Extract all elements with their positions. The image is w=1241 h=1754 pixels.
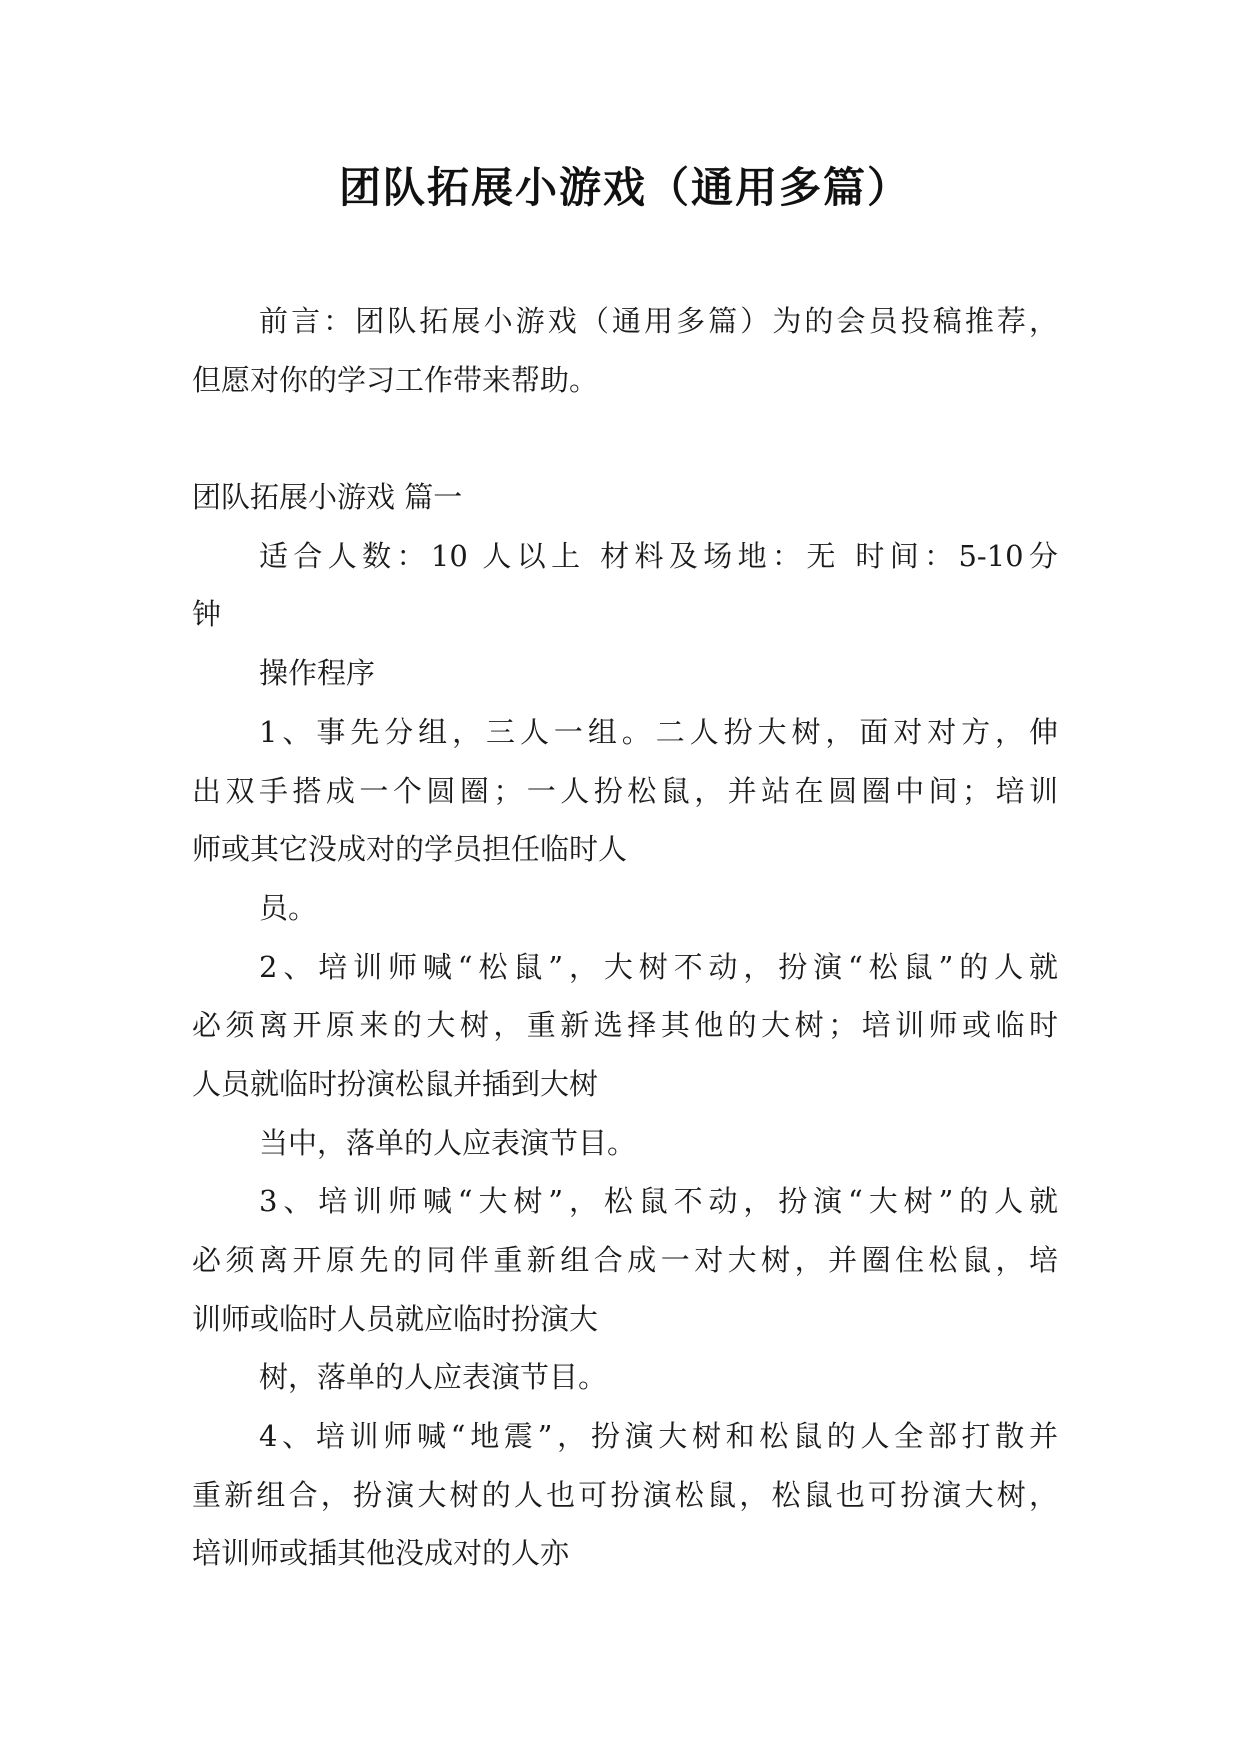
step-line: 训师或临时人员就应临时扮演大 bbox=[192, 1301, 599, 1336]
step-line: 人员就临时扮演松鼠并插到大树 bbox=[192, 1066, 599, 1101]
step-line: 培训师或插其他没成对的人亦 bbox=[192, 1536, 570, 1571]
preface-line: 但愿对你的学习工作带来帮助。 bbox=[192, 362, 599, 397]
game-info-line: 适合人数：10 人以上 材料及场地：无 时间：5-10分 bbox=[259, 538, 1058, 573]
step-line: 重新组合，扮演大树的人也可扮演松鼠，松鼠也可扮演大树， bbox=[192, 1477, 1058, 1512]
step-paragraph bbox=[192, 703, 1058, 938]
step-line: 3、培训师喊“大树”，松鼠不动，扮演“大树”的人就 bbox=[259, 1184, 1058, 1219]
step-line: 4、培训师喊“地震”，扮演大树和松鼠的人全部打散并 bbox=[259, 1419, 1058, 1454]
step-line: 师或其它没成对的学员担任临时人 bbox=[192, 832, 628, 867]
step-paragraph bbox=[192, 938, 1058, 1173]
step-line: 必须离开原来的大树，重新选择其他的大树；培训师或临时 bbox=[192, 1008, 1058, 1043]
blank-line bbox=[192, 409, 1058, 468]
step-line: 1、事先分组，三人一组。二人扮大树，面对对方，伸 bbox=[259, 714, 1058, 749]
step-paragraph bbox=[192, 1407, 1058, 1583]
step-paragraph bbox=[192, 1172, 1058, 1407]
step-line: 树，落单的人应表演节目。 bbox=[259, 1360, 608, 1395]
step-line: 出双手搭成一个圆圈；一人扮松鼠，并站在圆圈中间；培训 bbox=[192, 773, 1058, 808]
step-line: 2、培训师喊“松鼠”，大树不动，扮演“松鼠”的人就 bbox=[259, 949, 1058, 984]
step-line: 当中，落单的人应表演节目。 bbox=[259, 1125, 637, 1160]
step-line: 必须离开原先的同伴重新组合成一对大树，并圈住松鼠，培 bbox=[192, 1243, 1058, 1277]
game-info-paragraph bbox=[192, 527, 1058, 644]
preface-paragraph bbox=[192, 292, 1058, 409]
procedure-heading: 操作程序 bbox=[259, 656, 376, 691]
document-title: 团队拓展小游戏（通用多篇） bbox=[338, 163, 911, 212]
section-heading: 团队拓展小游戏 篇一 bbox=[192, 480, 463, 515]
document-body bbox=[192, 292, 1058, 1583]
game-info-line: 钟 bbox=[192, 597, 222, 632]
step-line: 员。 bbox=[259, 890, 318, 925]
preface-line: 前言：团队拓展小游戏（通用多篇）为的会员投稿推荐， bbox=[259, 304, 1058, 338]
